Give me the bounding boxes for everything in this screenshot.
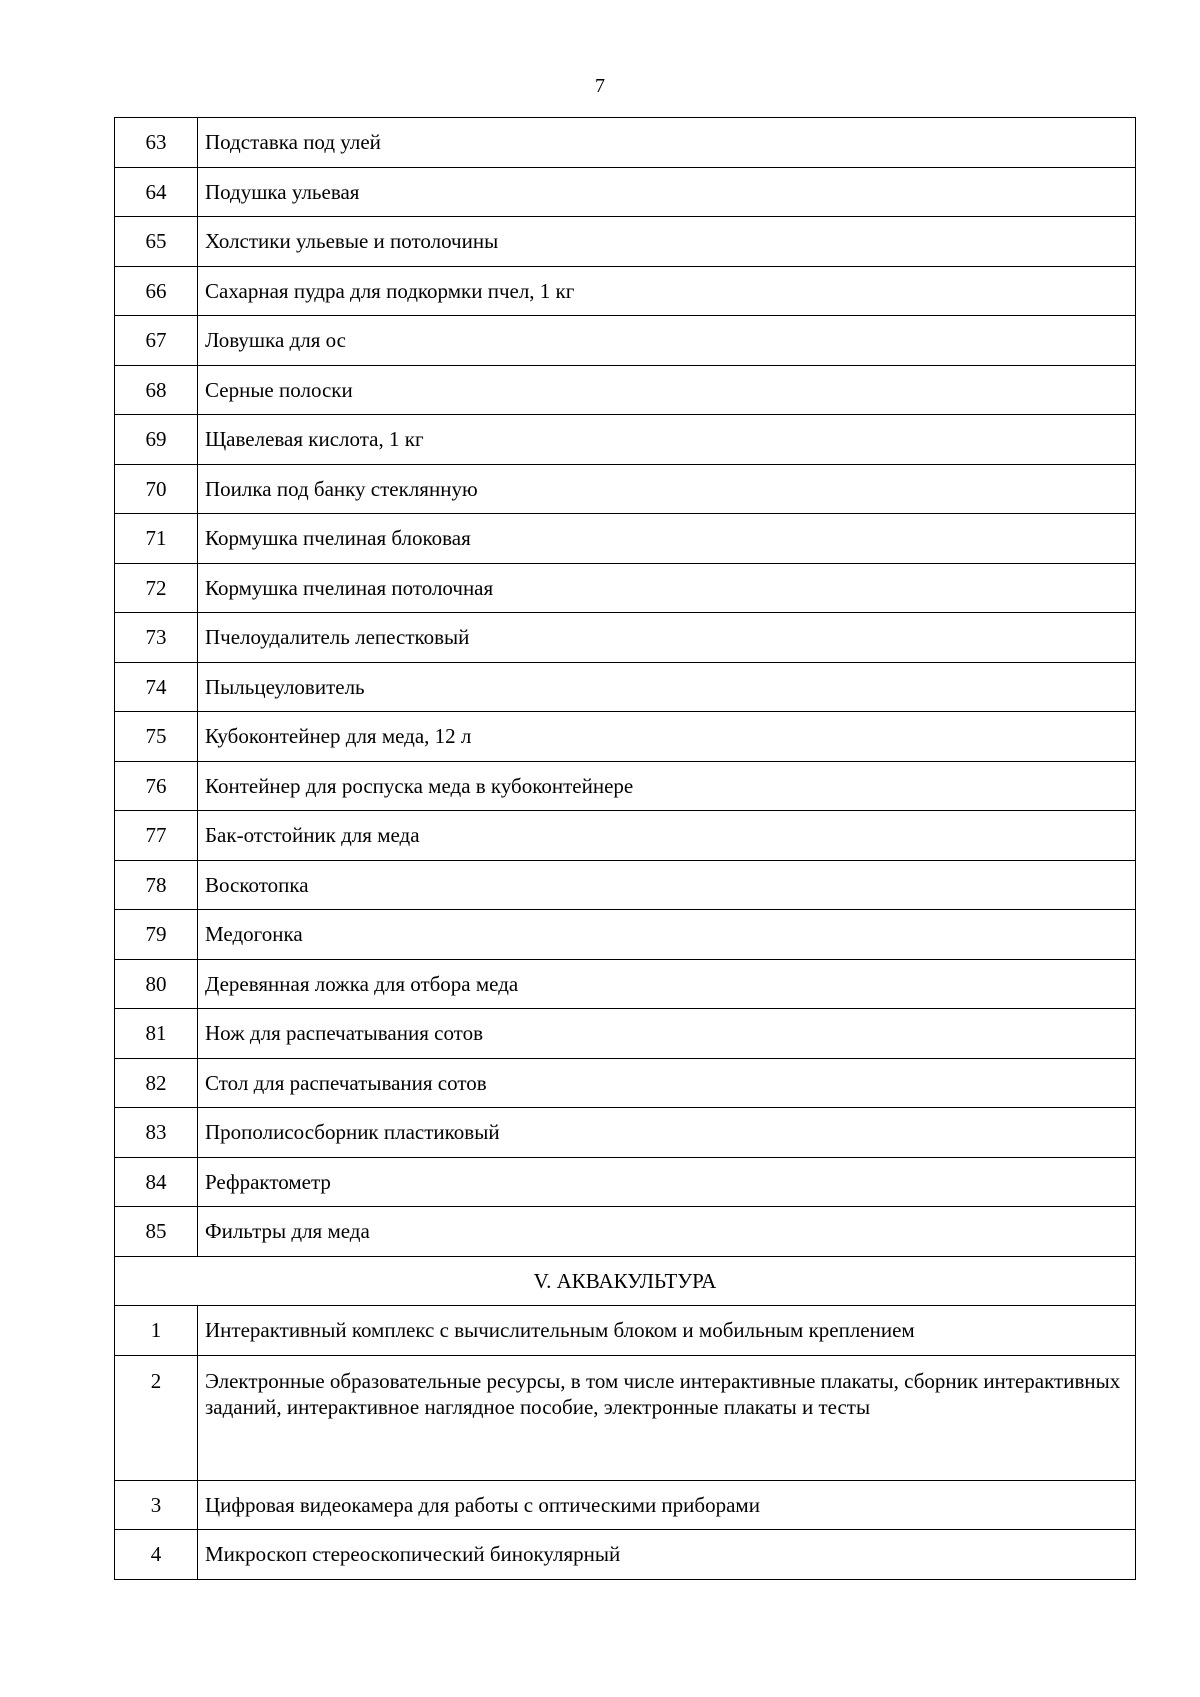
row-number: 2 xyxy=(115,1355,198,1480)
equipment-table xyxy=(114,117,1136,1580)
row-item: Прополисосборник пластиковый xyxy=(198,1108,1136,1158)
table-row xyxy=(115,1009,1136,1059)
table-row xyxy=(115,365,1136,415)
table-row xyxy=(115,1157,1136,1207)
table-row xyxy=(115,1530,1136,1580)
table-row xyxy=(115,217,1136,267)
row-number: 84 xyxy=(115,1157,198,1207)
row-item: Фильтры для меда xyxy=(198,1207,1136,1257)
row-number: 64 xyxy=(115,167,198,217)
row-item: Пыльцеуловитель xyxy=(198,662,1136,712)
section-heading-row xyxy=(115,1256,1136,1306)
row-item: Подушка ульевая xyxy=(198,167,1136,217)
row-number: 73 xyxy=(115,613,198,663)
row-number: 72 xyxy=(115,563,198,613)
row-item: Щавелевая кислота, 1 кг xyxy=(198,415,1136,465)
row-item: Микроскоп стереоскопический бинокулярный xyxy=(198,1530,1136,1580)
table-row xyxy=(115,910,1136,960)
row-number: 70 xyxy=(115,464,198,514)
table-row xyxy=(115,316,1136,366)
row-number: 85 xyxy=(115,1207,198,1257)
table-row xyxy=(115,266,1136,316)
row-item: Ловушка для ос xyxy=(198,316,1136,366)
row-item: Кормушка пчелиная блоковая xyxy=(198,514,1136,564)
row-number: 74 xyxy=(115,662,198,712)
row-number: 77 xyxy=(115,811,198,861)
table-row xyxy=(115,514,1136,564)
row-number: 82 xyxy=(115,1058,198,1108)
row-number: 79 xyxy=(115,910,198,960)
row-item: Сахарная пудра для подкормки пчел, 1 кг xyxy=(198,266,1136,316)
table-row xyxy=(115,860,1136,910)
table-row xyxy=(115,761,1136,811)
row-item: Нож для распечатывания сотов xyxy=(198,1009,1136,1059)
row-number: 67 xyxy=(115,316,198,366)
table-row xyxy=(115,1058,1136,1108)
row-item: Медогонка xyxy=(198,910,1136,960)
row-item: Кормушка пчелиная потолочная xyxy=(198,563,1136,613)
row-number: 66 xyxy=(115,266,198,316)
table-row xyxy=(115,167,1136,217)
table-row xyxy=(115,1480,1136,1530)
section-heading: V. АКВАКУЛЬТУРА xyxy=(115,1256,1136,1306)
row-number: 69 xyxy=(115,415,198,465)
table-row xyxy=(115,959,1136,1009)
row-item: Воскотопка xyxy=(198,860,1136,910)
row-number: 68 xyxy=(115,365,198,415)
row-number: 75 xyxy=(115,712,198,762)
row-item: Бак-отстойник для меда xyxy=(198,811,1136,861)
row-number: 80 xyxy=(115,959,198,1009)
row-item: Контейнер для роспуска меда в кубоконтейнере xyxy=(198,761,1136,811)
table-row xyxy=(115,118,1136,168)
row-number: 1 xyxy=(115,1306,198,1356)
table-row xyxy=(115,811,1136,861)
row-item: Холстики ульевые и потолочины xyxy=(198,217,1136,267)
row-number: 78 xyxy=(115,860,198,910)
row-item: Деревянная ложка для отбора меда xyxy=(198,959,1136,1009)
row-number: 65 xyxy=(115,217,198,267)
table-row xyxy=(115,1108,1136,1158)
table-row xyxy=(115,662,1136,712)
row-item: Серные полоски xyxy=(198,365,1136,415)
row-item: Интерактивный комплекс с вычислительным блоком и мобильным креплением xyxy=(198,1306,1136,1356)
table-row xyxy=(115,1207,1136,1257)
table-row xyxy=(115,464,1136,514)
row-item: Пчелоудалитель лепестковый xyxy=(198,613,1136,663)
row-item: Электронные образовательные ресурсы, в том числе интерактивные плакаты, сборник интерактивных заданий, интерактивное наглядное пособие, электронные плакаты и тесты xyxy=(198,1355,1136,1480)
table-row xyxy=(115,1355,1136,1480)
table-row xyxy=(115,712,1136,762)
table-row xyxy=(115,415,1136,465)
row-item: Стол для распечатывания сотов xyxy=(198,1058,1136,1108)
row-number: 63 xyxy=(115,118,198,168)
row-number: 83 xyxy=(115,1108,198,1158)
row-number: 81 xyxy=(115,1009,198,1059)
row-number: 3 xyxy=(115,1480,198,1530)
row-item: Поилка под банку стеклянную xyxy=(198,464,1136,514)
table-row xyxy=(115,563,1136,613)
row-item: Подставка под улей xyxy=(198,118,1136,168)
page-number: 7 xyxy=(595,75,605,97)
row-number: 4 xyxy=(115,1530,198,1580)
row-item: Кубоконтейнер для меда, 12 л xyxy=(198,712,1136,762)
row-number: 76 xyxy=(115,761,198,811)
row-number: 71 xyxy=(115,514,198,564)
row-item: Цифровая видеокамера для работы с оптическими приборами xyxy=(198,1480,1136,1530)
table-row xyxy=(115,1306,1136,1356)
table-row xyxy=(115,613,1136,663)
row-item: Рефрактометр xyxy=(198,1157,1136,1207)
